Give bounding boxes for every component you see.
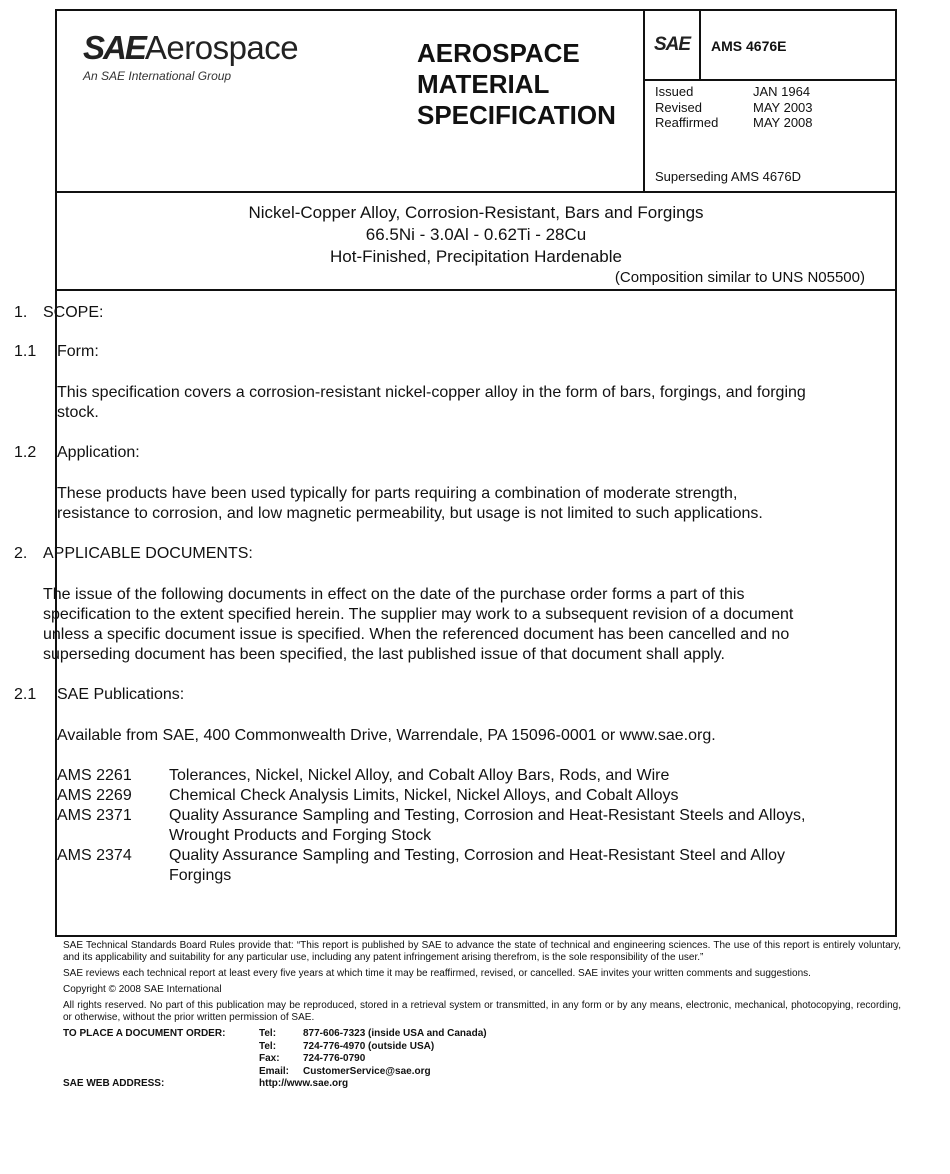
contact-label: Tel: bbox=[259, 1028, 277, 1039]
section-paragraph: Available from SAE, 400 Commonwealth Drive, Warrendale, PA 15096-0001 or www.sae.org. bbox=[57, 727, 716, 744]
publication-code: AMS 2261 bbox=[57, 767, 132, 784]
sae-aerospace-logo bbox=[83, 29, 299, 83]
document-title bbox=[57, 193, 895, 291]
publication-title: Chemical Check Analysis Limits, Nickel, Nickel Alloys, and Cobalt Alloys bbox=[169, 787, 679, 804]
publication-item bbox=[14, 766, 814, 786]
composition-note: (Composition similar to UNS N05500) bbox=[614, 269, 865, 286]
doc-type-line: AEROSPACE bbox=[417, 38, 580, 68]
order-row bbox=[63, 1066, 901, 1079]
date-label: Issued bbox=[655, 84, 694, 99]
publication-title: Quality Assurance Sampling and Testing, Corrosion and Heat-Resistant Steels and Alloys, Wrought Products and Forging Stock bbox=[169, 807, 806, 844]
order-row bbox=[63, 1028, 901, 1041]
doc-number-row bbox=[645, 11, 897, 81]
logo-word: Aerospace bbox=[144, 29, 299, 66]
revision-dates bbox=[655, 84, 813, 131]
date-row bbox=[655, 115, 813, 131]
footer-review: SAE reviews each technical report at least every five years at which time it may be reaffirmed, revised, or cancelled. SAE invites your written comments and suggestions. bbox=[63, 968, 811, 979]
web-row bbox=[63, 1078, 901, 1091]
section-paragraph: This specification covers a corrosion-resistant nickel-copper alloy in the form of bars, forgings, and forging stock. bbox=[57, 384, 806, 421]
order-row bbox=[63, 1041, 901, 1054]
date-value: JAN 1964 bbox=[753, 84, 811, 99]
section-title: Form: bbox=[57, 343, 99, 360]
document-type bbox=[417, 38, 616, 131]
logo-mark: SAE bbox=[83, 29, 145, 66]
doc-type-line: SPECIFICATION bbox=[417, 100, 616, 130]
order-label: TO PLACE A DOCUMENT ORDER: bbox=[63, 1028, 226, 1039]
date-label: Reaffirmed bbox=[655, 115, 719, 130]
date-value: MAY 2008 bbox=[753, 115, 813, 130]
section-number: 1.1 bbox=[14, 343, 37, 360]
section-title: APPLICABLE DOCUMENTS: bbox=[43, 545, 253, 562]
contact-value: 724-776-0790 bbox=[303, 1053, 366, 1064]
section-heading bbox=[14, 544, 814, 564]
footer-rules: SAE Technical Standards Board Rules provide that: “This report is published by SAE to advance the state of technical and engineering sciences. The use of this report is entirely voluntary, and its applicability and suitability for any particular use, including any patent infringement arising therefrom, is the sole responsibility of the user.” bbox=[63, 940, 901, 963]
title-line: Nickel-Copper Alloy, Corrosion-Resistant, Bars and Forgings bbox=[248, 203, 704, 222]
contact-value: 724-776-4970 (outside USA) bbox=[303, 1040, 435, 1052]
date-label: Revised bbox=[655, 99, 702, 115]
publication-title: Quality Assurance Sampling and Testing, Corrosion and Heat-Resistant Steel and Alloy Forgings bbox=[169, 847, 786, 884]
section-number: 2. bbox=[14, 545, 28, 562]
superseding-note: Superseding AMS 4676D bbox=[655, 169, 801, 184]
publication-code: AMS 2269 bbox=[57, 787, 132, 804]
publication-item bbox=[14, 806, 814, 846]
logo-tagline: An SAE International Group bbox=[83, 69, 232, 83]
publication-item bbox=[14, 786, 814, 806]
section-heading bbox=[14, 685, 814, 705]
contact-value: 877-606-7323 (inside USA and Canada) bbox=[303, 1028, 487, 1039]
sae-mini-logo: SAE bbox=[645, 11, 701, 79]
section-title: Application: bbox=[57, 444, 140, 461]
contact-value: CustomerService@sae.org bbox=[303, 1065, 431, 1077]
publication-item bbox=[14, 846, 814, 886]
section-number: 1. bbox=[14, 304, 28, 321]
publication-code: AMS 2374 bbox=[57, 847, 132, 864]
date-value: MAY 2003 bbox=[753, 99, 813, 115]
web-label: SAE WEB ADDRESS: bbox=[63, 1078, 165, 1089]
order-info bbox=[63, 1028, 901, 1091]
document-info-box bbox=[643, 11, 897, 191]
web-address: http://www.sae.org bbox=[259, 1078, 349, 1089]
contact-label: Fax: bbox=[259, 1053, 280, 1064]
date-row bbox=[655, 100, 813, 116]
section-heading bbox=[14, 303, 814, 323]
publication-list bbox=[14, 766, 814, 886]
section-paragraph: These products have been used typically for parts requiring a combination of moderate strength, resistance to corrosion, and low magnetic permeability, but usage is not limited to such applications. bbox=[57, 485, 763, 522]
publication-code: AMS 2371 bbox=[57, 807, 132, 824]
document-footer bbox=[63, 940, 901, 1091]
footer-rights: All rights reserved. No part of this publication may be reproduced, stored in a retrieval system or transmitted, in any form or by any means, electronic, mechanical, photocopying, recording, or otherwise, without the prior written permission of SAE. bbox=[63, 1000, 901, 1023]
section-heading bbox=[14, 443, 814, 463]
date-row bbox=[655, 84, 813, 100]
footer-copyright: Copyright © 2008 SAE International bbox=[63, 984, 222, 995]
section-heading bbox=[14, 342, 814, 362]
section-number: 1.2 bbox=[14, 444, 37, 461]
contact-label: Email: bbox=[259, 1065, 290, 1077]
order-row bbox=[63, 1053, 901, 1066]
section-paragraph: The issue of the following documents in effect on the date of the purchase order forms a part of this specification to the extent specified herein. The supplier may work to a subsequent revision of a document unless a specific document issue is specified. When the referenced document has been cancelled and no superseding document has been specified, the last published issue of that document shall apply. bbox=[43, 586, 794, 663]
section-title: SCOPE: bbox=[43, 304, 104, 321]
doc-type-line: MATERIAL bbox=[417, 69, 550, 99]
doc-number: AMS 4676E bbox=[711, 38, 787, 54]
section-number: 2.1 bbox=[14, 686, 37, 703]
title-line: 66.5Ni - 3.0Al - 0.62Ti - 28Cu bbox=[365, 225, 587, 244]
document-body bbox=[14, 303, 814, 886]
document-header bbox=[57, 11, 895, 193]
title-line: Hot-Finished, Precipitation Hardenable bbox=[330, 247, 622, 266]
contact-label: Tel: bbox=[259, 1040, 277, 1052]
publication-title: Tolerances, Nickel, Nickel Alloy, and Cobalt Alloy Bars, Rods, and Wire bbox=[169, 767, 670, 784]
section-title: SAE Publications: bbox=[57, 686, 185, 703]
